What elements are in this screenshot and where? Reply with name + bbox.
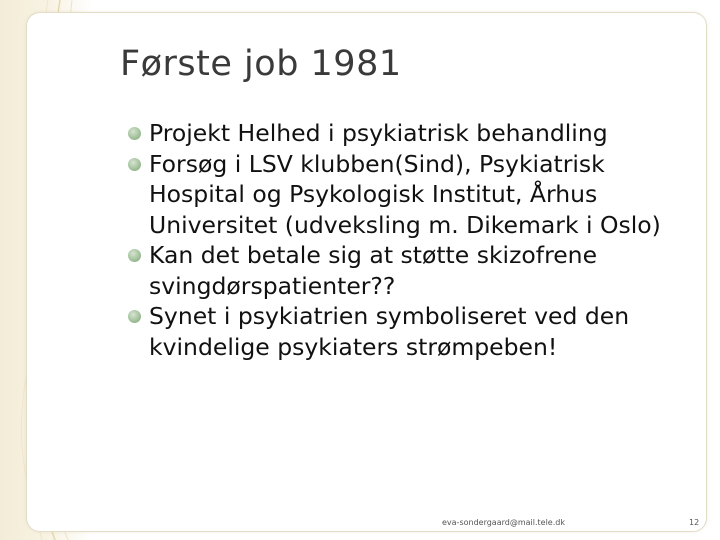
- bullet-icon: [128, 310, 141, 323]
- bullet-icon: [128, 158, 141, 171]
- bullet-list: [128, 118, 688, 362]
- bullet-text: Forsøg i LSV klubben(Sind), Psykiatrisk Hospital og Psykologisk Institut, Århus Universitet (udveksling m. Dikemark i Oslo): [149, 149, 661, 239]
- bullet-item: [128, 240, 688, 301]
- footer-email: eva-sondergaard@mail.tele.dk: [442, 518, 565, 527]
- page-number: 12: [689, 518, 700, 527]
- bullet-icon: [128, 249, 141, 262]
- bullet-item: [128, 118, 688, 149]
- bullet-item: [128, 301, 688, 362]
- bullet-item: [128, 149, 688, 241]
- bullet-text: Projekt Helhed i psykiatrisk behandling: [149, 119, 608, 147]
- bullet-text: Synet i psykiatrien symboliseret ved den kvindelige psykiaters strømpeben!: [149, 302, 630, 361]
- bullet-text: Kan det betale sig at støtte skizofrene svingdørspatienter??: [149, 241, 598, 300]
- slide-title: Første job 1981: [120, 44, 402, 84]
- bullet-icon: [128, 127, 141, 140]
